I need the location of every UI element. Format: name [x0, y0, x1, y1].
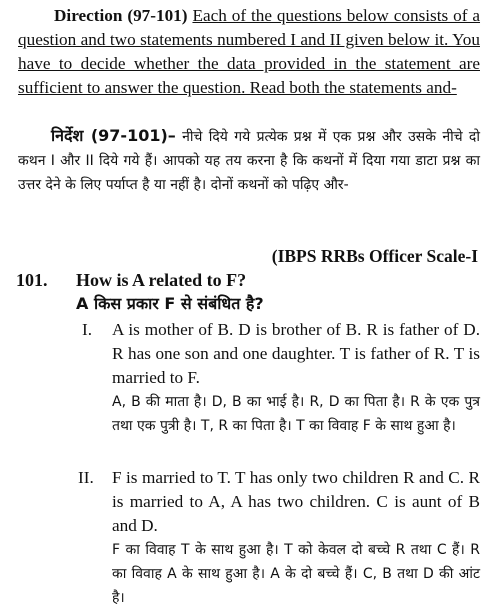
statement-2-number: II.	[78, 468, 94, 487]
statement-1-english: A is mother of B. D is brother of B. R is father of D. R has one son and one daughter. T is father of R. T is married to F.	[112, 320, 480, 387]
direction-hindi	[18, 124, 480, 197]
question-text-english: How is A related to F?	[76, 270, 247, 290]
question-text-hindi: A किस प्रकार F से संबंधित है?	[76, 294, 264, 313]
direction-english	[18, 4, 480, 100]
question-number: 101.	[16, 270, 48, 290]
direction-text-hindi: नीचे दिये गये प्रत्येक प्रश्न में एक प्रश्न और उसके नीचे दो कथन I और II दिये गये हैं। आपको यह तय करना है कि कथनों में दिया गया डाटा प्रश्न का उत्तर देने के लिए पर्याप्त है या नहीं है। दोनों कथनों को पढ़िए और-	[18, 129, 480, 193]
statement-1-hindi: A, B की माता है। D, B का भाई है। R, D का पिता है। R के एक पुत्र तथा एक पुत्री है। T, R का पिता है। T का विवाह F के साथ हुआ है।	[112, 394, 480, 434]
statement-1-number: I.	[82, 320, 93, 339]
exam-source: (IBPS RRBs Officer Scale-I	[271, 246, 478, 266]
direction-label-hindi: निर्देश (97-101)–	[51, 126, 176, 145]
direction-text-english: Each of the questions below consists of a question and two statements numbered I and II given below it. You have to decide whether the data provided in the statement are sufficient to answer the question. Read both the statements and-	[18, 6, 481, 97]
statement-2-english: F is married to T. T has only two children R and C. R is married to A, A has two children. C is aunt of B and D.	[112, 468, 480, 535]
statement-2-hindi: F का विवाह T के साथ हुआ है। T को केवल दो बच्चे R तथा C हैं। R का विवाह A के साथ हुआ है। A के दो बच्चे हैं। C, B तथा D की आंट है।	[112, 542, 480, 606]
direction-label: Direction (97-101)	[54, 6, 188, 25]
